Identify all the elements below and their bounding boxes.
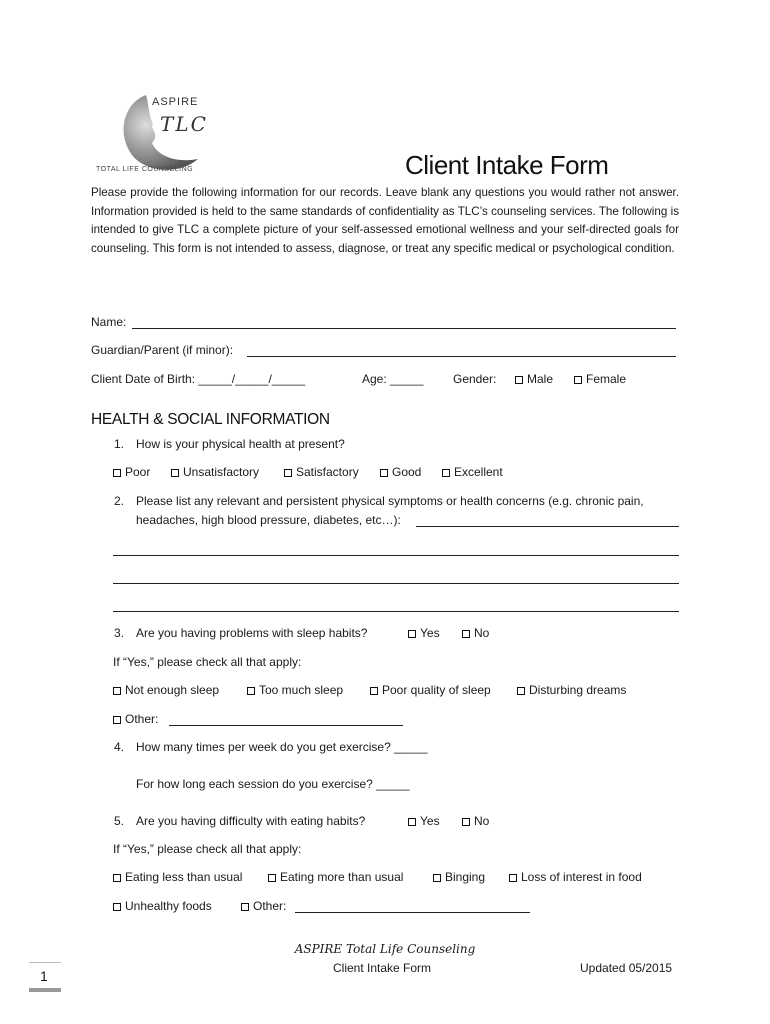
q4-number: 4.: [114, 740, 125, 754]
option-label: Too much sleep: [259, 683, 344, 697]
q5-other-field[interactable]: [295, 912, 530, 913]
q3-option-not-enough[interactable]: [113, 683, 219, 697]
checkbox-icon: [241, 903, 249, 911]
logo-tagline: TOTAL LIFE COUNSELING: [96, 166, 194, 173]
option-label: Yes: [420, 626, 440, 640]
q5-option-loss[interactable]: [509, 870, 642, 884]
q4-text[interactable]: How many times per week do you get exercise? _____: [136, 740, 428, 754]
q2-number: 2.: [114, 494, 125, 508]
checkbox-icon: [462, 630, 470, 638]
gender-label: Gender:: [453, 372, 497, 386]
checkbox-icon: [574, 376, 582, 384]
footer-form-name: Client Intake Form: [333, 961, 432, 975]
checkbox-icon: [247, 687, 255, 695]
q2-answer-line[interactable]: [113, 583, 679, 584]
option-label: Not enough sleep: [125, 683, 220, 697]
option-label: Other:: [253, 899, 287, 913]
age-field[interactable]: Age: _____: [362, 372, 424, 386]
checkbox-icon: [113, 903, 121, 911]
checkbox-icon: [268, 874, 276, 882]
footer-brand: ASPIRE Total Life Counseling: [294, 942, 476, 956]
q5-option-binging[interactable]: [433, 870, 485, 884]
q5-option-more[interactable]: [268, 870, 403, 884]
gender-male-checkbox[interactable]: [515, 372, 553, 386]
option-label: Unhealthy foods: [125, 899, 212, 913]
q5-yes-checkbox[interactable]: [408, 814, 440, 828]
name-label: Name:: [91, 315, 127, 329]
q5-text: Are you having difficulty with eating habits?: [136, 814, 366, 828]
option-label: Satisfactory: [296, 465, 359, 479]
q3-option-too-much[interactable]: [247, 683, 343, 697]
q2-answer-line[interactable]: [113, 555, 679, 556]
q2-text-line2: headaches, high blood pressure, diabetes, etc…):: [136, 513, 401, 527]
option-label: Loss of interest in food: [521, 870, 642, 884]
q5-option-unhealthy[interactable]: [113, 899, 212, 913]
page-number: 1: [40, 968, 48, 984]
option-label: Good: [392, 465, 422, 479]
dob-field[interactable]: Client Date of Birth: _____/_____/_____: [91, 372, 306, 386]
checkbox-icon: [284, 469, 292, 477]
q5-followup: If “Yes,” please check all that apply:: [113, 842, 302, 856]
option-label: Binging: [445, 870, 486, 884]
gender-female-label: Female: [586, 372, 627, 386]
page-number-divider: [29, 962, 61, 963]
checkbox-icon: [380, 469, 388, 477]
q1-option-good[interactable]: [380, 465, 421, 479]
option-label: Yes: [420, 814, 440, 828]
logo-brand: ASPIRE: [152, 96, 199, 108]
option-label: Other:: [125, 712, 159, 726]
checkbox-icon: [408, 630, 416, 638]
checkbox-icon: [171, 469, 179, 477]
q2-answer-field[interactable]: [416, 526, 679, 527]
checkbox-icon: [515, 376, 523, 384]
q3-text: Are you having problems with sleep habits?: [136, 626, 368, 640]
q3-option-dreams[interactable]: [517, 683, 626, 697]
checkbox-icon: [509, 874, 517, 882]
q3-option-poor-quality[interactable]: [370, 683, 491, 697]
checkbox-icon: [462, 818, 470, 826]
option-label: Unsatisfactory: [183, 465, 260, 479]
checkbox-icon: [113, 469, 121, 477]
option-label: Excellent: [454, 465, 503, 479]
q3-number: 3.: [114, 626, 125, 640]
q1-number: 1.: [114, 437, 125, 451]
option-label: No: [474, 814, 490, 828]
guardian-label: Guardian/Parent (if minor):: [91, 343, 234, 357]
q1-option-excellent[interactable]: [442, 465, 503, 479]
q3-followup: If “Yes,” please check all that apply:: [113, 655, 302, 669]
checkbox-icon: [113, 687, 121, 695]
logo-initials: TLC: [160, 112, 208, 136]
checkbox-icon: [408, 818, 416, 826]
page-number-bar: [29, 988, 61, 992]
gender-male-label: Male: [527, 372, 554, 386]
q4-followup[interactable]: For how long each session do you exercise? _____: [136, 777, 410, 791]
option-label: Eating less than usual: [125, 870, 243, 884]
q3-yes-checkbox[interactable]: [408, 626, 440, 640]
q1-text: How is your physical health at present?: [136, 437, 345, 451]
q5-option-other[interactable]: [241, 899, 286, 913]
q3-other-field[interactable]: [169, 725, 403, 726]
q1-option-poor[interactable]: [113, 465, 150, 479]
checkbox-icon: [442, 469, 450, 477]
checkbox-icon: [113, 716, 121, 724]
footer-updated: Updated 05/2015: [580, 961, 673, 975]
q5-number: 5.: [114, 814, 125, 828]
page-title: Client Intake Form: [405, 150, 609, 180]
option-label: Poor: [125, 465, 151, 479]
name-field[interactable]: [132, 328, 676, 329]
intro-paragraph: Please provide the following information for our records. Leave blank any questions you would rather not answer. Information provided is held to the same standards of confidentiality as TLC’s counseling services. The following is intended to give TLC a complete picture of your self-assessed emotional wellness and your self-directed goals for counseling. This form is not intended to assess, diagnose, or treat any specific medical or psychological condition.: [91, 186, 679, 255]
q2-text-line1: Please list any relevant and persistent physical symptoms or health concerns (e.g. chronic pain,: [136, 494, 644, 508]
option-label: Disturbing dreams: [529, 683, 627, 697]
q1-option-satisfactory[interactable]: [284, 465, 359, 479]
option-label: Poor quality of sleep: [382, 683, 491, 697]
q5-option-less[interactable]: [113, 870, 242, 884]
option-label: No: [474, 626, 490, 640]
checkbox-icon: [370, 687, 378, 695]
q3-no-checkbox[interactable]: [462, 626, 489, 640]
section-title: HEALTH & SOCIAL INFORMATION: [91, 411, 330, 428]
checkbox-icon: [433, 874, 441, 882]
checkbox-icon: [517, 687, 525, 695]
q5-no-checkbox[interactable]: [462, 814, 489, 828]
guardian-field[interactable]: [247, 356, 676, 357]
gender-female-checkbox[interactable]: [574, 372, 626, 386]
option-label: Eating more than usual: [280, 870, 404, 884]
q3-option-other[interactable]: [113, 712, 158, 726]
q1-option-unsatisfactory[interactable]: [171, 465, 259, 479]
q2-answer-line[interactable]: [113, 611, 679, 612]
checkbox-icon: [113, 874, 121, 882]
